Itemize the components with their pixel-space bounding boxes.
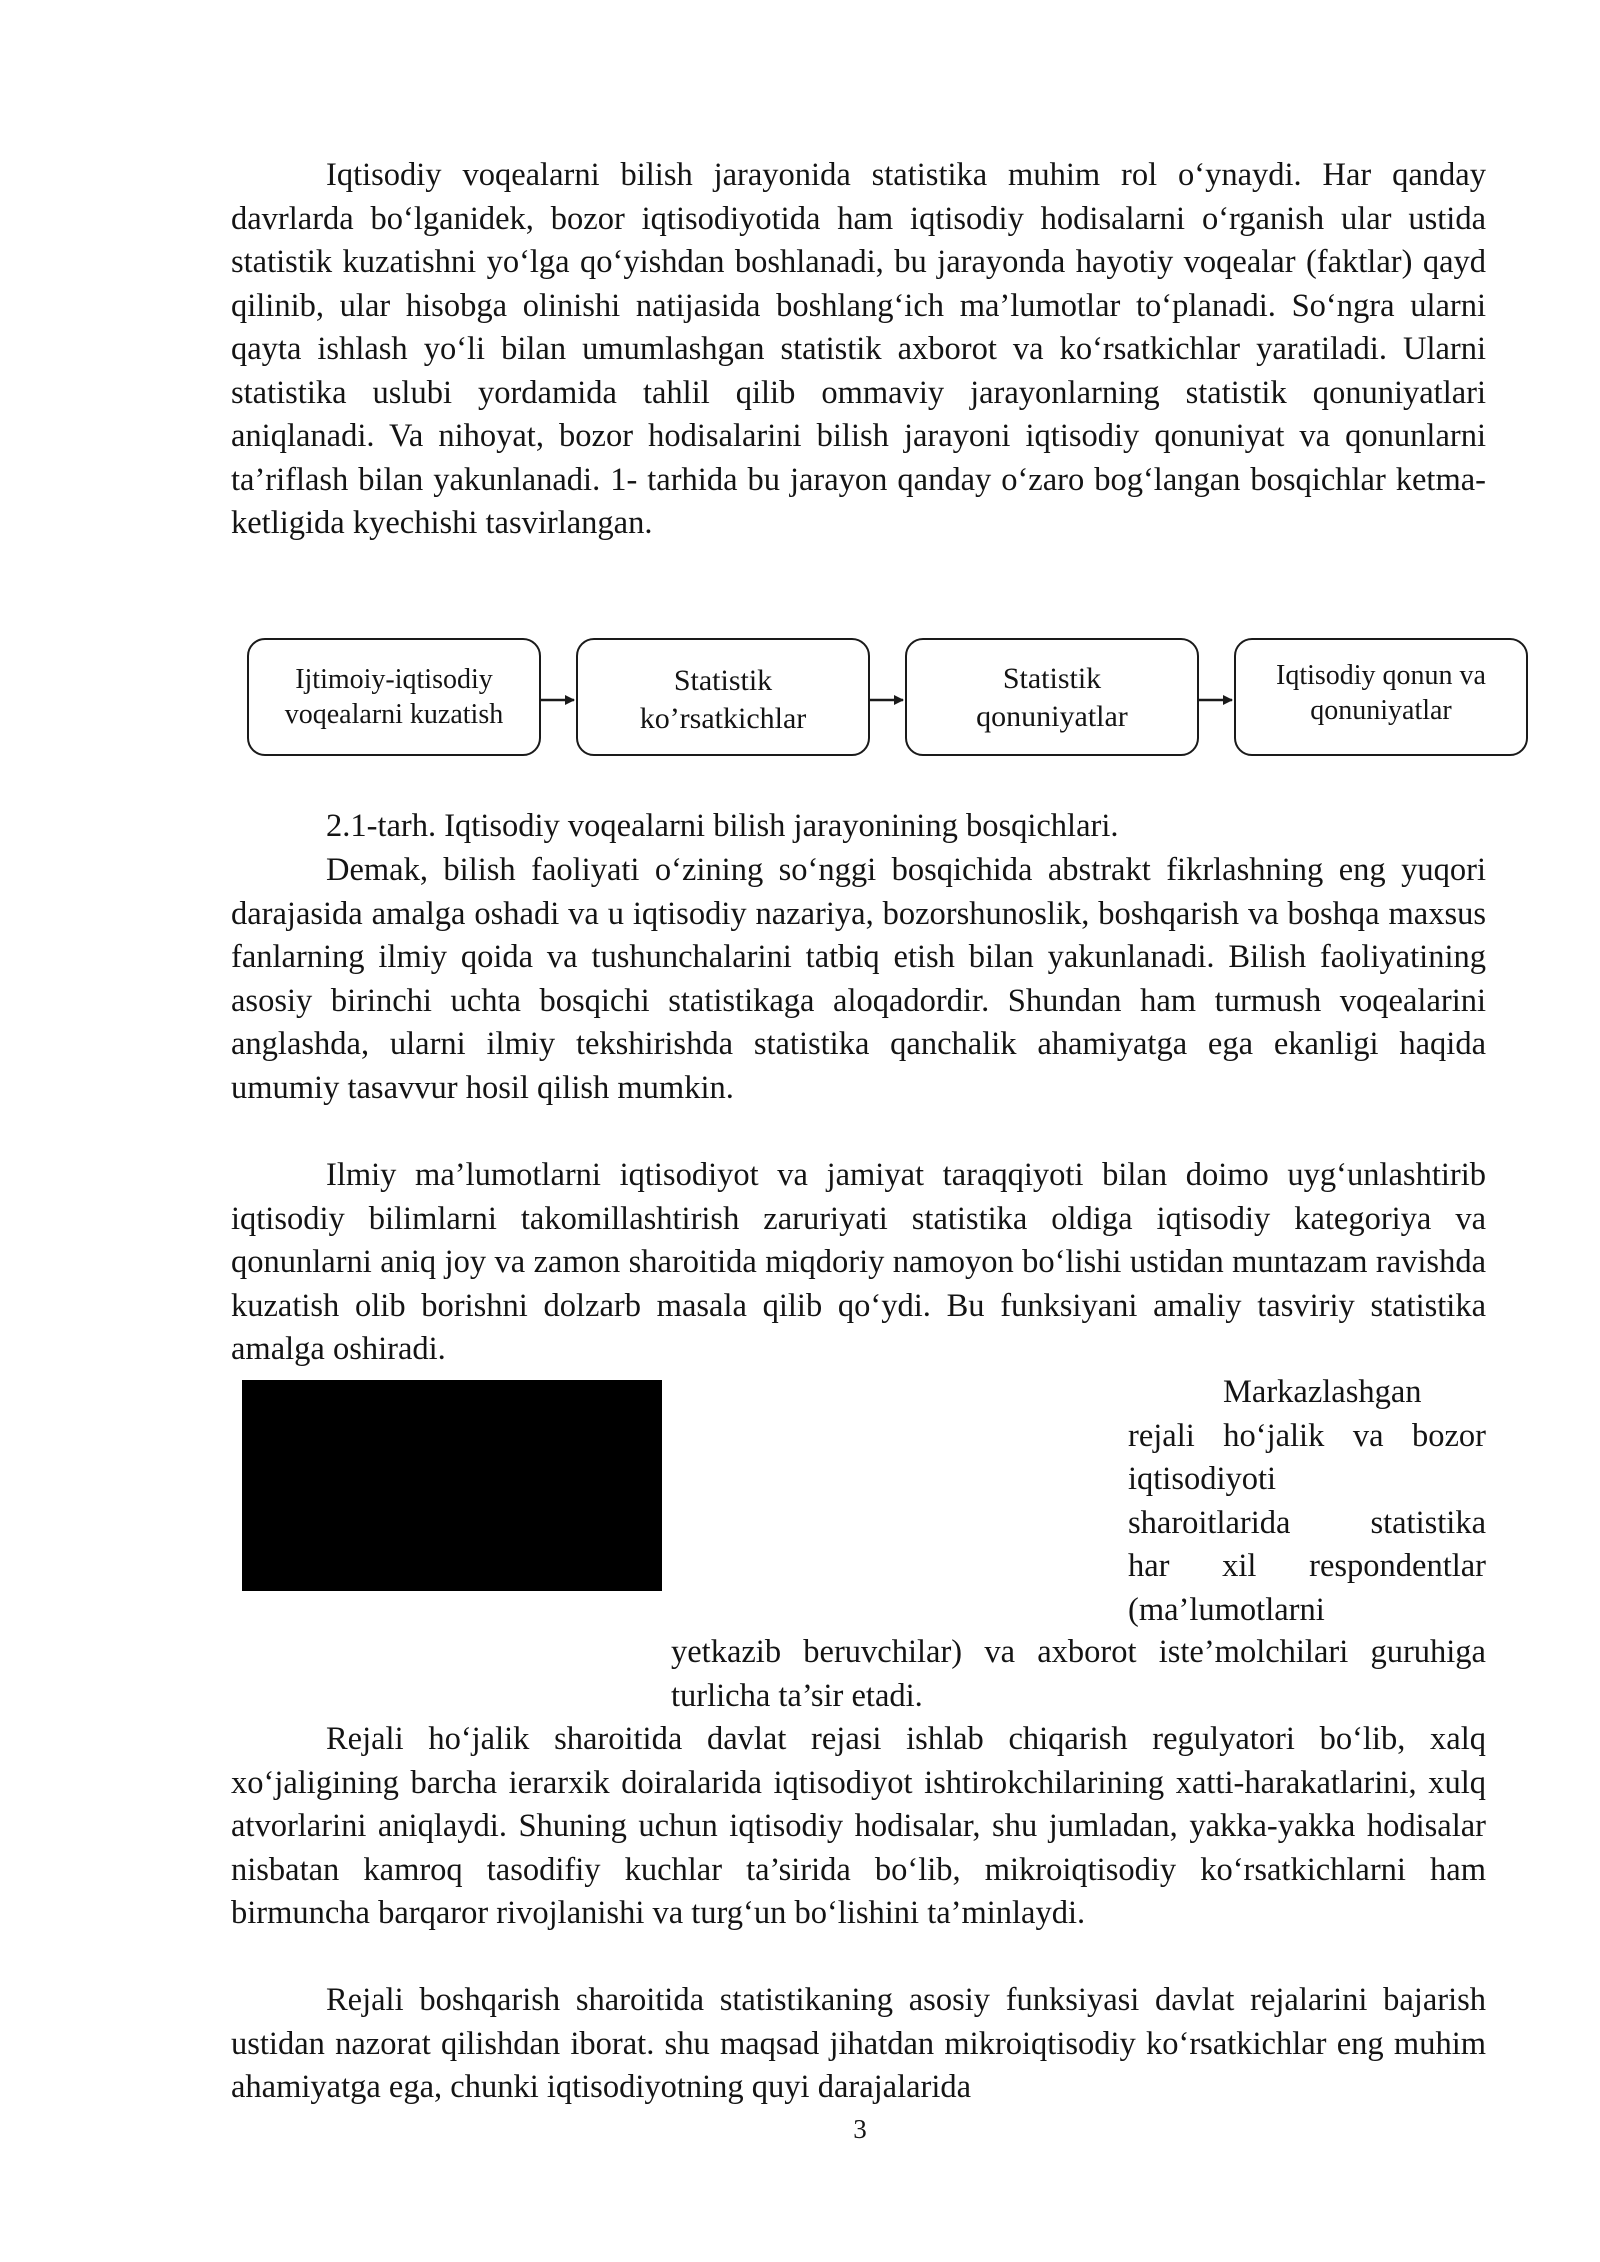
diagram-box-line: ko’rsatkichlar xyxy=(639,702,807,735)
diagram-box-line: voqealarni kuzatish xyxy=(284,699,504,730)
diagram-box-indicators xyxy=(576,638,870,756)
diagram-box-observation xyxy=(247,638,541,756)
diagram-box-line: Statistik xyxy=(1002,662,1102,695)
diagram-box-line: qonuniyatlar xyxy=(976,700,1128,733)
page-number: 3 xyxy=(853,2114,867,2144)
paragraph-planned-management: Rejali boshqarish sharoitida statistikaning asosiy funksiyasi davlat rejalarini bajarish ustidan nazorat qilishdan iborat. shu maqsad jihatdan mikroiqtisodiy ko‘rsatkichlar eng muhim ahamiyatga ega, chunki iqtisodiyotning quyi darajalarida xyxy=(231,1982,1486,2105)
text-line: sharoitlarida statistika xyxy=(1128,1504,1486,1541)
diagram-caption: 2.1-tarh. Iqtisodiy voqealarni bilish jarayonining bosqichlari. xyxy=(326,808,1119,844)
paragraph-wrapped-text xyxy=(1128,1371,1486,1632)
text-line: har xil respondentlar xyxy=(1128,1548,1486,1584)
text-line: Markazlashgan xyxy=(1223,1374,1422,1410)
diagram-box-line: qonuniyatlar xyxy=(1310,695,1452,726)
text-line: rejali ho‘jalik va bozor xyxy=(1128,1417,1486,1454)
diagram-box-laws xyxy=(1234,638,1528,756)
text-line: iqtisodiyoti xyxy=(1128,1461,1277,1497)
paragraph-intro: Iqtisodiy voqealarni bilish jarayonida statistika muhim rol o‘ynaydi. Har qanday davrlarda bo‘lganidek, bozor iqtisodiyotida ham iqtisodiy hodisalarni o‘rganish ular ustida statistik kuzatishni yo‘lga qo‘yishdan boshlanadi, bu jarayonda hayotiy voqealar (faktlar) qayd qilinib, ular hisobga olinishi natijasida boshlang‘ich ma’lumotlar to‘planadi. So‘ngra ularni qayta ishlash yo‘li bilan umumlashgan statistik axborot va ko‘rsatkichlar yaratiladi. Ularni statistika uslubi yordamida tahlil qilib ommaviy jarayonlarning statistik qonuniyatlari aniqlanadi. Va nihoyat, bozor hodisalarini bilish jarayoni iqtisodiy qonuniyat va qonunlarni ta’riflash bilan yakunlanadi. 1- tarhida bu jarayon qanday o‘zaro bog‘langan bosqichlar ketma-ketligida kyechishi tasvirlangan. xyxy=(231,157,1486,541)
paragraph-cognition: Demak, bilish faoliyati o‘zining so‘nggi bosqichida abstrakt fikrlashning eng yuqori darajasida amalga oshadi va u iqtisodiy nazariya, bozorshunoslik, boshqarish va boshqa maxsus fanlarning ilmiy qoida va tushunchalarini tatbiq etish bilan yakunlanadi. Bilish faoliyatining asosiy birinchi uchta bosqichi statistikaga aloqadordir. Shundan ham turmush voqealarini anglashda, ularni ilmiy tekshirishda statistika qanchalik ahamiyatga ega ekanligi haqida umumiy tasavvur hosil qilish mumkin. xyxy=(231,852,1486,1106)
text-line: (ma’lumotlarni xyxy=(1128,1591,1325,1628)
paragraph-wrapped-text-tail: yetkazib beruvchilar) va axborot iste’molchilari guruhiga turlicha ta’sir etadi. xyxy=(671,1634,1486,1714)
paragraph-planned-economy: Rejali ho‘jalik sharoitida davlat rejasi ishlab chiqarish regulyatori bo‘lib, xalq xo‘jaligining barcha ierarxik doiralarida iqtisodiyot ishtirokchilarining xatti-harakatlarini, xulq atvorlarini aniqlaydi. Shuning uchun iqtisodiy hodisalar, shu jumladan, yakka-yakka hodisalar nisbatan kamroq tasodifiy kuchlar ta’sirida bo‘lib, mikroiqtisodiy ko‘rsatkichlarni ham birmuncha barqaror rivojlanishi va turg‘un bo‘lishini ta’minlaydi. xyxy=(231,1721,1486,1931)
diagram-box-line: Ijtimoiy-iqtisodiy xyxy=(295,664,493,695)
paragraph-scientific-data: Ilmiy ma’lumotlarni iqtisodiyot va jamiyat taraqqiyoti bilan doimo uyg‘unlashtirib iqtisodiy bilimlarni takomillashtirish zaruriyati statistika oldiga iqtisodiy kategoriya va qonunlarni aniq joy va zamon sharoitida miqdoriy namoyon bo‘lishi ustidan muntazam ravishda kuzatish olib borishni dolzarb masala qilib qo‘ydi. Bu funksiyani amaliy tasviriy statistika amalga oshiradi. xyxy=(231,1157,1486,1367)
diagram-box-line: Statistik xyxy=(673,664,773,697)
diagram-box-line: Iqtisodiy qonun va xyxy=(1276,660,1486,691)
diagram-box-regularities xyxy=(905,638,1199,756)
redacted-image xyxy=(242,1380,662,1591)
